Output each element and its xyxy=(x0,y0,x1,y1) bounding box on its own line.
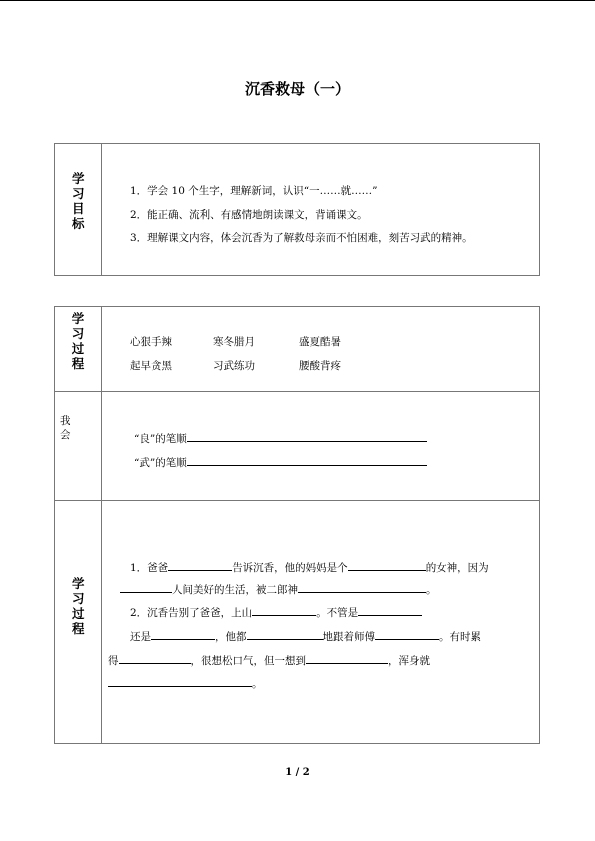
blank-2[interactable] xyxy=(348,560,426,571)
process-label-cell xyxy=(55,307,102,392)
objective-item-2: 2．能正确、流利、有感情地朗读课文，背诵课文。 xyxy=(130,209,368,221)
word-2: 寒冬腊月 xyxy=(213,336,255,348)
fill-line-3: 2．沉香告别了爸爸，上山 。不管是 xyxy=(130,605,422,620)
blank-10[interactable] xyxy=(119,653,191,664)
page-title: 沉香救母（一） xyxy=(244,80,350,98)
blank-4[interactable] xyxy=(298,582,426,593)
process-label: 学习过程 xyxy=(71,311,85,371)
process-label2-cell xyxy=(55,501,102,744)
page-top-rule xyxy=(0,0,595,1)
wohui-label: 我会 xyxy=(60,415,71,441)
blank-1[interactable] xyxy=(168,560,232,571)
process-table xyxy=(54,306,540,744)
blank-12[interactable] xyxy=(108,676,252,687)
fill-line-5: 得 ，很想松口气，但一想到 ，浑身就 xyxy=(108,655,430,667)
blank-6[interactable] xyxy=(358,605,422,616)
word-4: 起早贪黑 xyxy=(130,360,172,372)
fill-line-4: 还是 ，他都 地跟着师傅 。有时累 xyxy=(130,631,481,643)
objectives-label-cell xyxy=(55,144,102,276)
stroke-order-wu: “武”的笔顺 xyxy=(134,455,427,470)
fill-in-cell xyxy=(102,501,540,744)
objective-item-3: 3．理解课文内容，体会沉香为了解救母亲而不怕困难，刻苦习武的精神。 xyxy=(130,232,473,244)
objectives-table xyxy=(54,143,540,276)
objective-item-1: 1．学会 10 个生字，理解新词，认识“一……就……” xyxy=(130,185,378,197)
blank-wu[interactable] xyxy=(187,455,427,466)
process-label-2: 学习过程 xyxy=(72,576,85,636)
word-3: 盛夏酷暑 xyxy=(299,336,341,348)
fill-line-1: 1．爸爸 告诉沉香，他的妈妈是个 的女神，因为 xyxy=(130,562,489,574)
objectives-label: 学习目标 xyxy=(72,171,85,231)
fill-line-2: 人间美好的生活，被二郎神 。 xyxy=(120,582,437,597)
stroke-order-liang: “良”的笔顺 xyxy=(134,431,427,446)
blank-9[interactable] xyxy=(375,629,439,640)
blank-5[interactable] xyxy=(252,605,316,616)
objectives-content-cell xyxy=(102,144,540,276)
blank-7[interactable] xyxy=(151,629,215,640)
page-number: 1 / 2 xyxy=(285,767,310,778)
wohui-label-cell xyxy=(55,392,102,501)
stroke-order-cell xyxy=(102,392,540,501)
blank-liang[interactable] xyxy=(187,431,427,442)
fill-line-6: 。 xyxy=(108,676,263,691)
blank-11[interactable] xyxy=(306,653,388,664)
blank-3[interactable] xyxy=(120,582,172,593)
word-6: 腰酸背疼 xyxy=(299,360,341,372)
vocabulary-cell xyxy=(102,307,540,392)
word-1: 心狠手辣 xyxy=(130,336,172,348)
blank-8[interactable] xyxy=(247,629,323,640)
word-5: 习武练功 xyxy=(213,360,255,372)
